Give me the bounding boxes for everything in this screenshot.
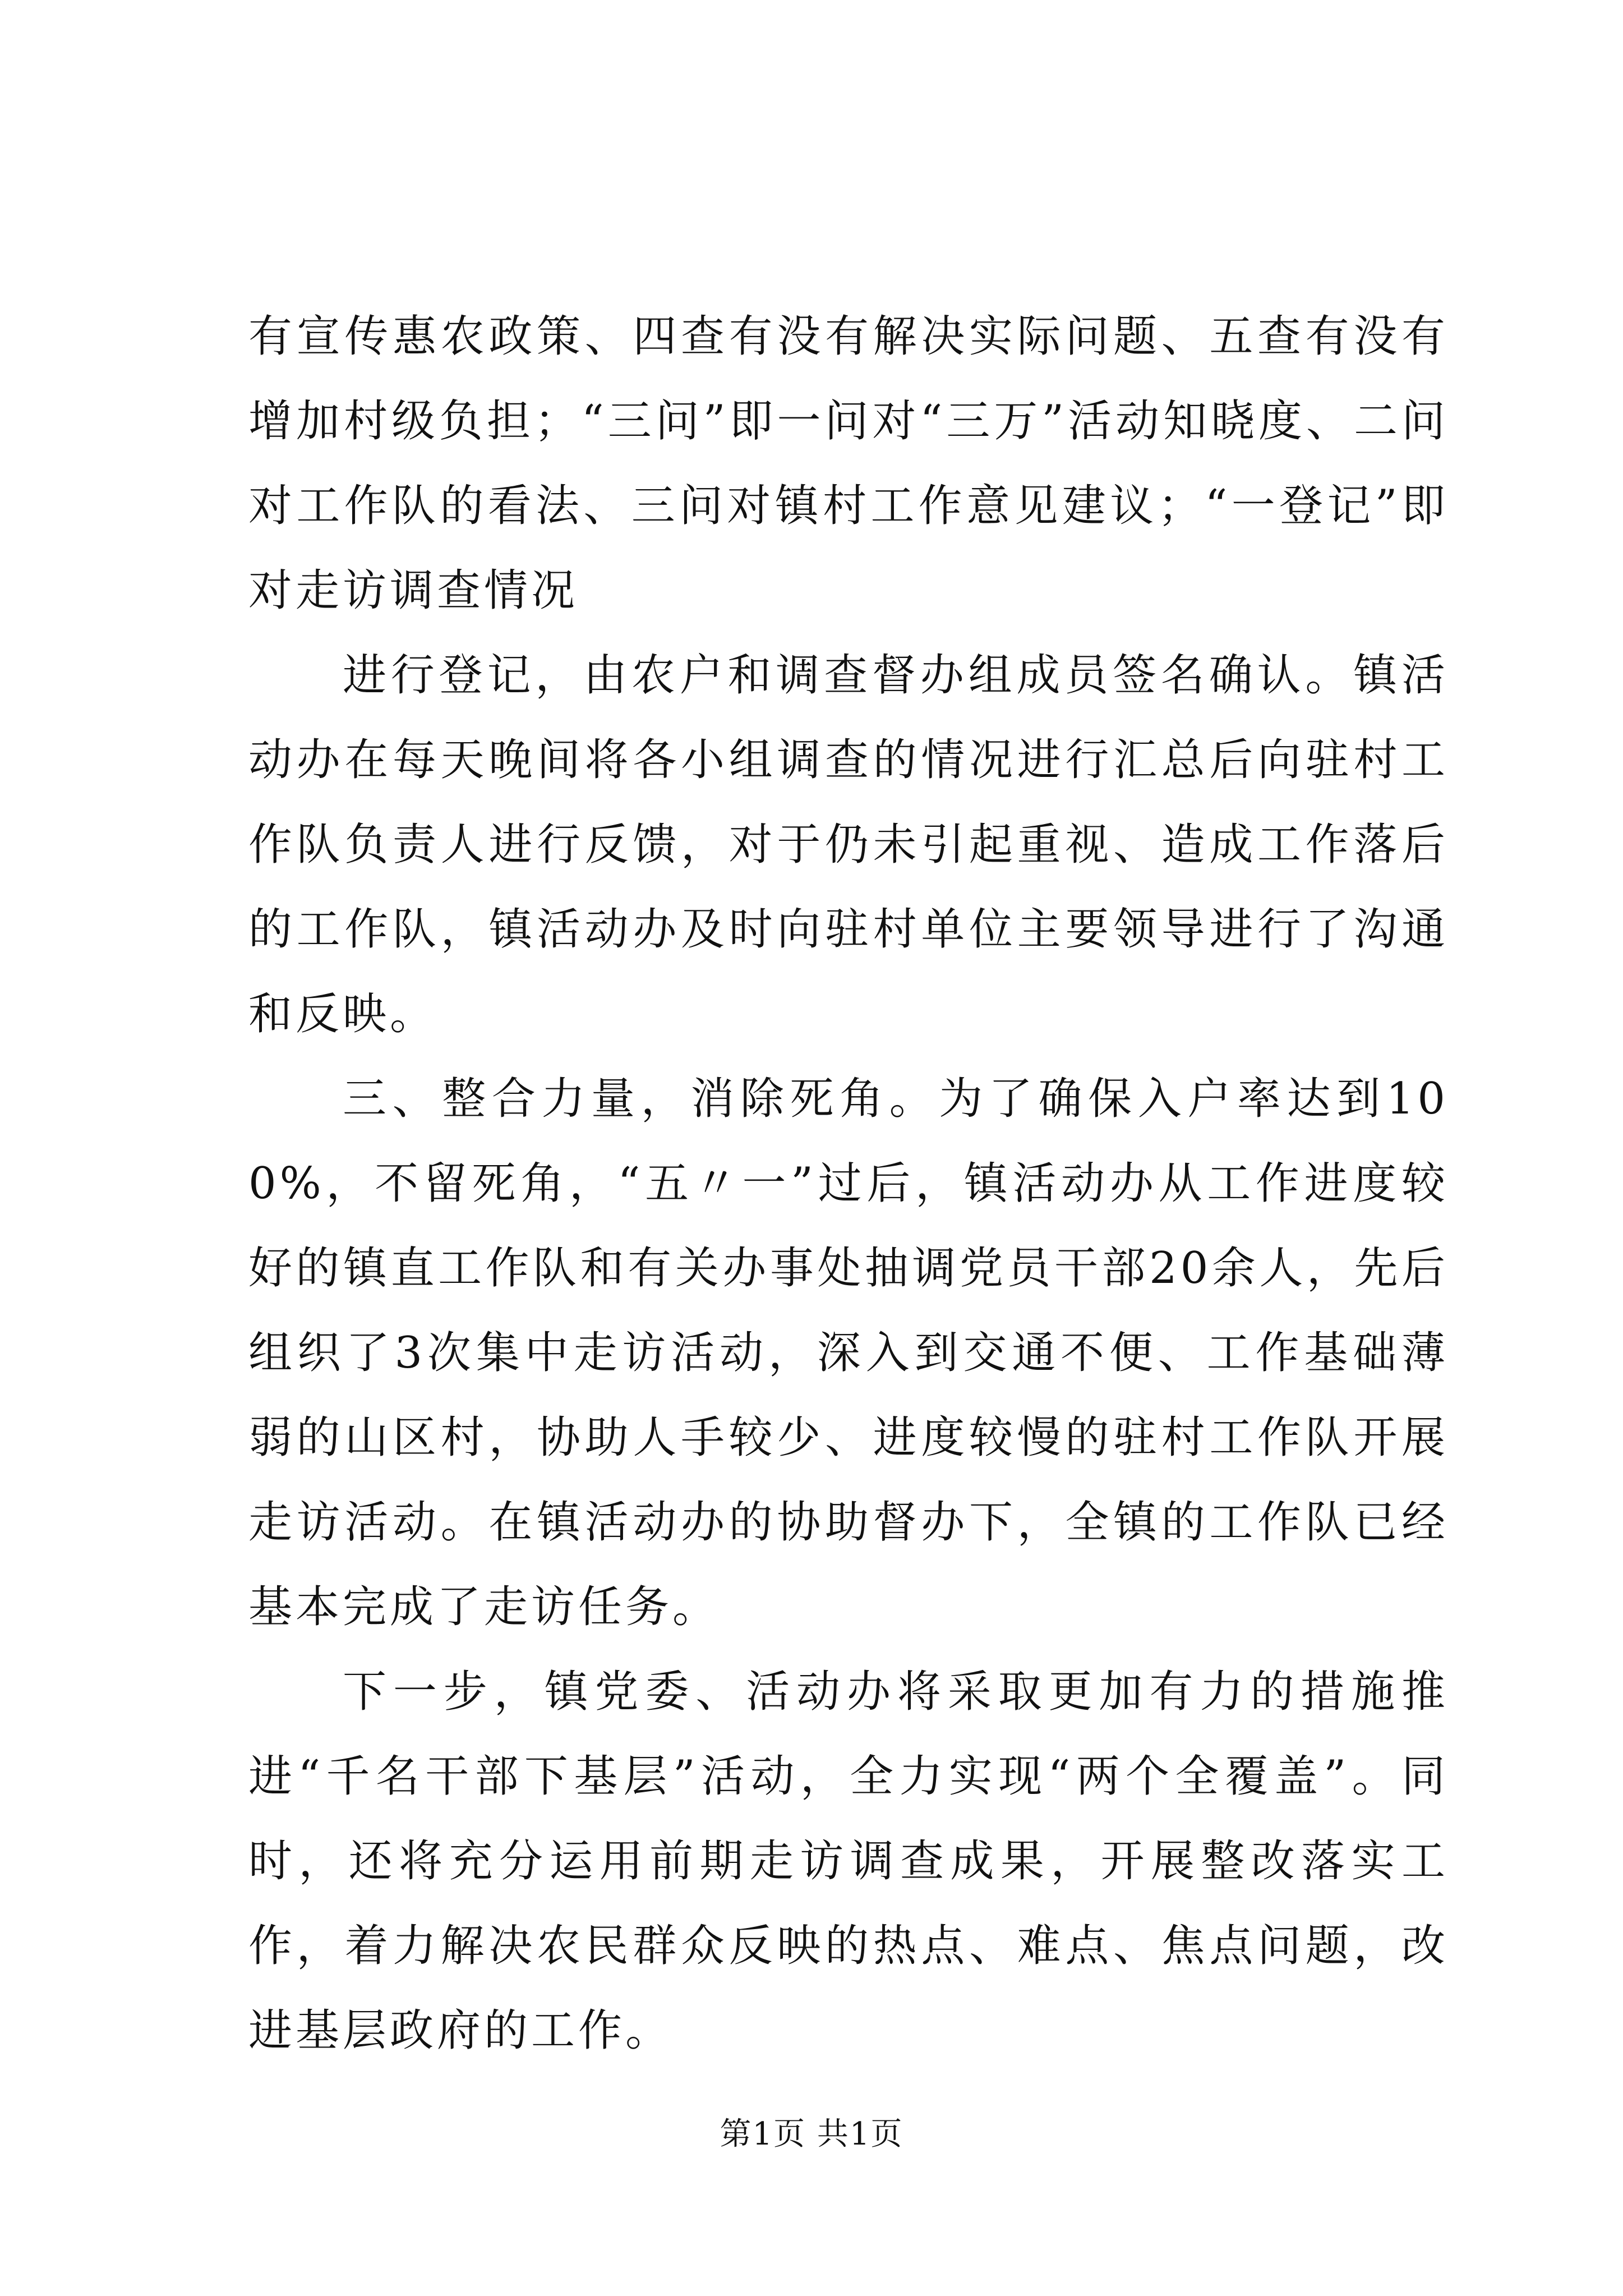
paragraph-4: 下一步，镇党委、活动办将采取更加有力的措施推进“千名干部下基层”活动，全力实现“两个全覆盖”。同时，还将充分运用前期走访调查成果，开展整改落实工作，着力解决农民群众反映的热点、难点、焦点问题，改进基层政府的工作。 (248, 1667, 1449, 2056)
document-body (248, 295, 1449, 2073)
page-footer: 第1页 共1页 (720, 2116, 903, 2152)
paragraph-3: 三、整合力量，消除死角。为了确保入户率达到100%，不留死角，“五〃一”过后，镇活动办从工作进度较好的镇直工作队和有关办事处抽调党员干部20余人，先后组织了3次集中走访活动，深入到交通不便、工作基础薄弱的山区村，协助人手较少、进度较慢的驻村工作队开展走访活动。在镇活动办的协助督办下，全镇的工作队已经基本完成了走访任务。 (248, 1074, 1449, 1632)
paragraph-2: 进行登记，由农户和调查督办组成员签名确认。镇活动办在每天晚间将各小组调查的情况进行汇总后向驻村工作队负责人进行反馈，对于仍未引起重视、造成工作落后的工作队，镇活动办及时向驻村单位主要领导进行了沟通和反映。 (248, 650, 1449, 1039)
paragraph-1: 有宣传惠农政策、四查有没有解决实际问题、五查有没有增加村级负担；“三问”即一问对“三万”活动知晓度、二问对工作队的看法、三问对镇村工作意见建议；“一登记”即对走访调查情况 (248, 311, 1449, 616)
